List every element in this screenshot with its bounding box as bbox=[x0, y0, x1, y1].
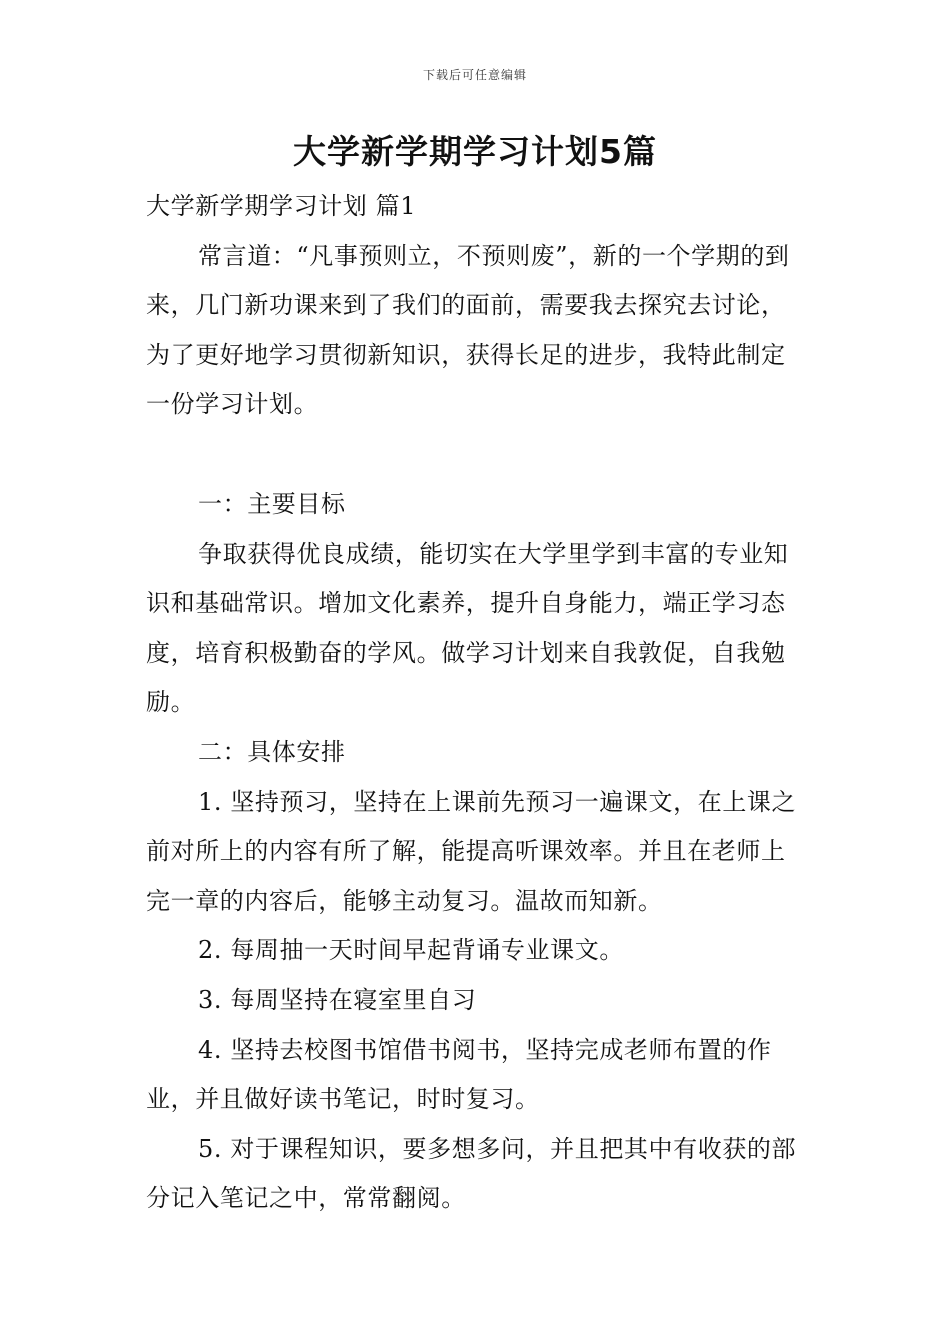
list-item: 3. 每周坚持在寝室里自习 bbox=[198, 985, 477, 1014]
plan-subtitle: 大学新学期学习计划 篇1 bbox=[146, 192, 417, 220]
intro-paragraph: 常言道：“凡事预则立，不预则废”，新的一个学期的到来，几门新功课来到了我们的面前，需要我去探究去讨论，为了更好地学习贯彻新知识，获得长足的进步，我特此制定一份学习计划。 bbox=[146, 241, 790, 419]
list-item: 4. 坚持去校图书馆借书阅书，坚持完成老师布置的作业，并且做好读书笔记，时时复习。 bbox=[146, 1035, 772, 1114]
document-title: 大学新学期学习计划5篇 bbox=[293, 132, 657, 171]
list-item: 2. 每周抽一天时间早起背诵专业课文。 bbox=[198, 936, 624, 965]
goals-paragraph: 争取获得优良成绩，能切实在大学里学到丰富的专业知识和基础常识。增加文化素养，提升自身能力，端正学习态度，培育积极勤奋的学风。做学习计划来自我敦促，自我勉励。 bbox=[146, 539, 789, 717]
header-note: 下载后可任意编辑 bbox=[422, 68, 527, 82]
document-body bbox=[146, 182, 808, 1224]
section-heading-goals: 一：主要目标 bbox=[198, 489, 346, 518]
list-item: 1. 坚持预习，坚持在上课前先预习一遍课文，在上课之前对所上的内容有所了解，能提高听课效率。并且在老师上完一章的内容后，能够主动复习。温故而知新。 bbox=[146, 787, 797, 915]
section-heading-arrangement: 二：具体安排 bbox=[198, 737, 346, 766]
paragraph-spacer bbox=[146, 430, 808, 480]
list-item: 5. 对于课程知识，要多想多问，并且把其中有收获的部分记入笔记之中，常常翻阅。 bbox=[146, 1134, 797, 1213]
